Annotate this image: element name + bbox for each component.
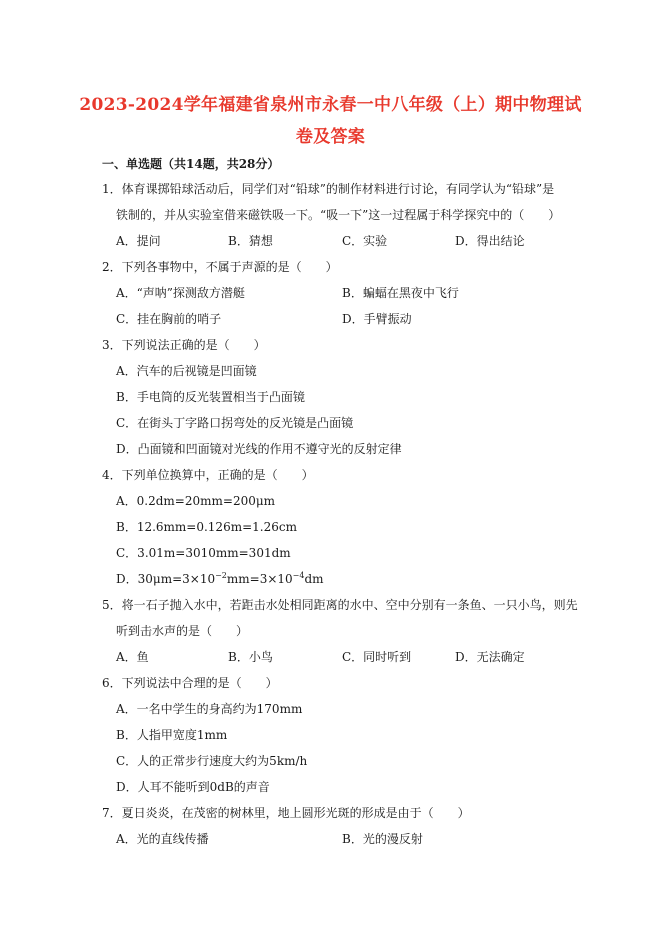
- option-b: B．12.6mm=0.126m=1.26cm: [116, 520, 297, 534]
- document-title-line1: 2023-2024学年福建省泉州市永春一中八年级（上）期中物理试: [79, 95, 582, 115]
- option-a: A．“声呐”探测敌方潜艇: [116, 286, 245, 300]
- option-d: D．凸面镜和凹面镜对光线的作用不遵守光的反射定律: [116, 442, 402, 456]
- option-a: A．光的直线传播: [116, 832, 209, 846]
- option-b: B．小鸟: [228, 650, 273, 664]
- option-d: D．无法确定: [455, 650, 525, 664]
- question-stem: 铁制的，并从实验室借来磁铁吸一下。“吸一下”这一过程属于科学探究中的（ ）: [116, 208, 561, 222]
- option-d: D．人耳不能听到0dB的声音: [116, 780, 270, 794]
- option-a: A．鱼: [116, 650, 149, 664]
- question-stem: 4．下列单位换算中，正确的是（ ）: [102, 468, 314, 482]
- option-a: A．一名中学生的身高约为170mm: [116, 702, 303, 716]
- option-a: A．汽车的后视镜是凹面镜: [116, 364, 257, 378]
- option-a: A．提问: [116, 234, 161, 248]
- option-d: D．手臂振动: [342, 312, 412, 326]
- question-stem: 6．下列说法中合理的是（ ）: [102, 676, 278, 690]
- option-b: B．猜想: [228, 234, 273, 248]
- section-heading: 一、单选题（共14题，共28分）: [102, 157, 280, 171]
- option-d: D．得出结论: [455, 234, 525, 248]
- option-d-part: dm: [304, 572, 324, 586]
- option-b: B．人指甲宽度1mm: [116, 728, 228, 742]
- option-d-part: mm=3×10: [226, 572, 293, 586]
- option-c: C．同时听到: [342, 650, 412, 664]
- option-c: C．挂在胸前的哨子: [116, 312, 222, 326]
- option-b: B．手电筒的反光装置相当于凸面镜: [116, 390, 305, 404]
- option-c: C．人的正常步行速度大约为5km/h: [116, 754, 308, 768]
- option-d: [116, 572, 324, 586]
- option-a: A．0.2dm=20mm=200μm: [116, 494, 276, 508]
- question-stem: 1．体育课掷铅球活动后，同学们对“铅球”的制作材料进行讨论，有同学认为“铅球”是: [102, 182, 555, 196]
- question-stem: 3．下列说法正确的是（ ）: [102, 338, 266, 352]
- question-stem: 7．夏日炎炎，在茂密的树林里，地上圆形光斑的形成是由于（ ）: [102, 806, 470, 820]
- option-c: C．实验: [342, 234, 388, 248]
- exponent: −2: [215, 571, 227, 580]
- option-c: C．在街头丁字路口拐弯处的反光镜是凸面镜: [116, 416, 354, 430]
- option-d-part: D．30μm=3×10: [116, 572, 216, 586]
- document-title-line2: 卷及答案: [295, 127, 366, 147]
- question-stem: 听到击水声的是（ ）: [116, 624, 249, 638]
- option-c: C．3.01m=3010mm=301dm: [116, 546, 291, 560]
- option-b: B．光的漫反射: [342, 832, 423, 846]
- question-stem: 2．下列各事物中，不属于声源的是（ ）: [102, 260, 338, 274]
- question-stem: 5．将一石子抛入水中，若距击水处相同距离的水中、空中分别有一条鱼、一只小鸟，则先: [102, 598, 578, 612]
- exponent: −4: [292, 571, 305, 580]
- option-b: B．蝙蝠在黑夜中飞行: [342, 286, 459, 300]
